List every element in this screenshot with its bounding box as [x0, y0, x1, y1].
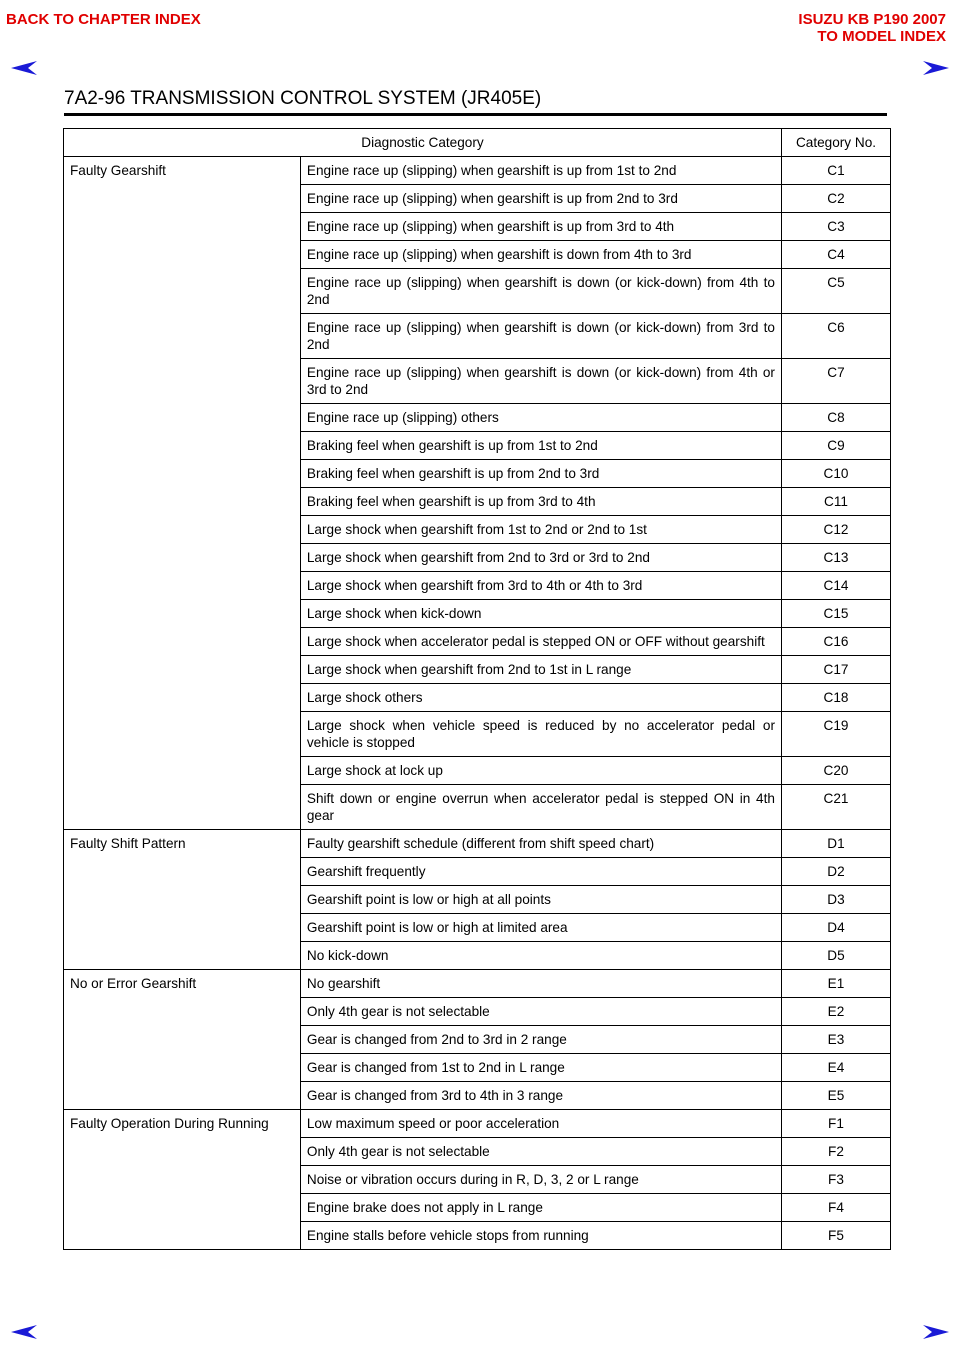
symptom-description-cell: Engine race up (slipping) others: [300, 404, 781, 432]
symptom-description-cell: Gear is changed from 3rd to 4th in 3 range: [300, 1082, 781, 1110]
category-number-cell: C11: [781, 488, 890, 516]
symptom-description-cell: Gearshift point is low or high at limited area: [300, 914, 781, 942]
category-number-cell: C5: [781, 269, 890, 314]
category-cell: Faulty Operation During Running: [64, 1110, 301, 1250]
next-page-arrow-icon[interactable]: [922, 1324, 950, 1340]
previous-page-arrow-icon[interactable]: [10, 60, 38, 76]
category-number-cell: C16: [781, 628, 890, 656]
category-number-cell: C1: [781, 157, 890, 185]
table-row: [64, 830, 891, 858]
back-to-chapter-index-link[interactable]: BACK TO CHAPTER INDEX: [6, 11, 201, 28]
category-number-cell: D2: [781, 858, 890, 886]
table-header-row: [64, 129, 891, 157]
to-model-index-link[interactable]: TO MODEL INDEX: [817, 28, 946, 45]
category-number-cell: C13: [781, 544, 890, 572]
previous-page-arrow-icon[interactable]: [10, 1324, 38, 1340]
category-number-cell: C18: [781, 684, 890, 712]
category-number-cell: C8: [781, 404, 890, 432]
symptom-description-cell: Low maximum speed or poor acceleration: [300, 1110, 781, 1138]
category-number-cell: C4: [781, 241, 890, 269]
category-number-cell: F2: [781, 1138, 890, 1166]
symptom-description-cell: Large shock when accelerator pedal is stepped ON or OFF without gearshift: [300, 628, 781, 656]
category-number-cell: C21: [781, 785, 890, 830]
header-diagnostic-category: Diagnostic Category: [64, 129, 782, 157]
category-number-cell: C14: [781, 572, 890, 600]
category-number-cell: C2: [781, 185, 890, 213]
category-number-cell: C15: [781, 600, 890, 628]
category-number-cell: F1: [781, 1110, 890, 1138]
category-number-cell: E5: [781, 1082, 890, 1110]
symptom-description-cell: Braking feel when gearshift is up from 3rd to 4th: [300, 488, 781, 516]
category-number-cell: E3: [781, 1026, 890, 1054]
table-row: [64, 157, 891, 185]
symptom-description-cell: Shift down or engine overrun when accelerator pedal is stepped ON in 4th gear: [300, 785, 781, 830]
category-number-cell: C20: [781, 757, 890, 785]
category-number-cell: D4: [781, 914, 890, 942]
header-category-no: Category No.: [781, 129, 890, 157]
symptom-description-cell: Engine race up (slipping) when gearshift is down (or kick-down) from 4th or 3rd to 2nd: [300, 359, 781, 404]
model-index-link-block[interactable]: [798, 11, 946, 45]
category-number-cell: C17: [781, 656, 890, 684]
model-name-link[interactable]: ISUZU KB P190 2007: [798, 11, 946, 28]
symptom-description-cell: Large shock at lock up: [300, 757, 781, 785]
category-number-cell: C12: [781, 516, 890, 544]
symptom-description-cell: Large shock others: [300, 684, 781, 712]
category-number-cell: D3: [781, 886, 890, 914]
diagnostic-category-table: [63, 128, 891, 1250]
next-page-arrow-icon[interactable]: [922, 60, 950, 76]
category-number-cell: E1: [781, 970, 890, 998]
category-number-cell: E2: [781, 998, 890, 1026]
symptom-description-cell: Engine race up (slipping) when gearshift is down (or kick-down) from 3rd to 2nd: [300, 314, 781, 359]
symptom-description-cell: Large shock when kick-down: [300, 600, 781, 628]
category-number-cell: C7: [781, 359, 890, 404]
symptom-description-cell: Engine stalls before vehicle stops from running: [300, 1222, 781, 1250]
category-number-cell: F5: [781, 1222, 890, 1250]
table-row: [64, 970, 891, 998]
symptom-description-cell: Engine race up (slipping) when gearshift is down from 4th to 3rd: [300, 241, 781, 269]
category-number-cell: F3: [781, 1166, 890, 1194]
symptom-description-cell: Large shock when gearshift from 2nd to 3rd or 3rd to 2nd: [300, 544, 781, 572]
category-number-cell: C3: [781, 213, 890, 241]
category-number-cell: C10: [781, 460, 890, 488]
table-row: [64, 1110, 891, 1138]
symptom-description-cell: No gearshift: [300, 970, 781, 998]
symptom-description-cell: Gear is changed from 1st to 2nd in L range: [300, 1054, 781, 1082]
symptom-description-cell: Engine race up (slipping) when gearshift is up from 3rd to 4th: [300, 213, 781, 241]
category-cell: Faulty Gearshift: [64, 157, 301, 830]
symptom-description-cell: Only 4th gear is not selectable: [300, 998, 781, 1026]
category-number-cell: F4: [781, 1194, 890, 1222]
category-number-cell: C19: [781, 712, 890, 757]
title-rule-divider: [64, 113, 887, 116]
symptom-description-cell: Engine race up (slipping) when gearshift is up from 1st to 2nd: [300, 157, 781, 185]
category-number-cell: C6: [781, 314, 890, 359]
category-number-cell: C9: [781, 432, 890, 460]
symptom-description-cell: Only 4th gear is not selectable: [300, 1138, 781, 1166]
symptom-description-cell: Gearshift point is low or high at all points: [300, 886, 781, 914]
symptom-description-cell: Engine race up (slipping) when gearshift is up from 2nd to 3rd: [300, 185, 781, 213]
symptom-description-cell: Engine brake does not apply in L range: [300, 1194, 781, 1222]
symptom-description-cell: Braking feel when gearshift is up from 2nd to 3rd: [300, 460, 781, 488]
category-number-cell: E4: [781, 1054, 890, 1082]
category-number-cell: D1: [781, 830, 890, 858]
symptom-description-cell: Gearshift frequently: [300, 858, 781, 886]
symptom-description-cell: Large shock when gearshift from 2nd to 1st in L range: [300, 656, 781, 684]
symptom-description-cell: Noise or vibration occurs during in R, D, 3, 2 or L range: [300, 1166, 781, 1194]
category-cell: No or Error Gearshift: [64, 970, 301, 1110]
symptom-description-cell: Large shock when vehicle speed is reduced by no accelerator pedal or vehicle is stopped: [300, 712, 781, 757]
category-cell: Faulty Shift Pattern: [64, 830, 301, 970]
symptom-description-cell: Large shock when gearshift from 3rd to 4th or 4th to 3rd: [300, 572, 781, 600]
symptom-description-cell: Gear is changed from 2nd to 3rd in 2 range: [300, 1026, 781, 1054]
symptom-description-cell: Faulty gearshift schedule (different from shift speed chart): [300, 830, 781, 858]
symptom-description-cell: Large shock when gearshift from 1st to 2nd or 2nd to 1st: [300, 516, 781, 544]
page-title: 7A2-96 TRANSMISSION CONTROL SYSTEM (JR405E): [64, 88, 542, 109]
symptom-description-cell: No kick-down: [300, 942, 781, 970]
category-number-cell: D5: [781, 942, 890, 970]
symptom-description-cell: Braking feel when gearshift is up from 1st to 2nd: [300, 432, 781, 460]
symptom-description-cell: Engine race up (slipping) when gearshift is down (or kick-down) from 4th to 2nd: [300, 269, 781, 314]
